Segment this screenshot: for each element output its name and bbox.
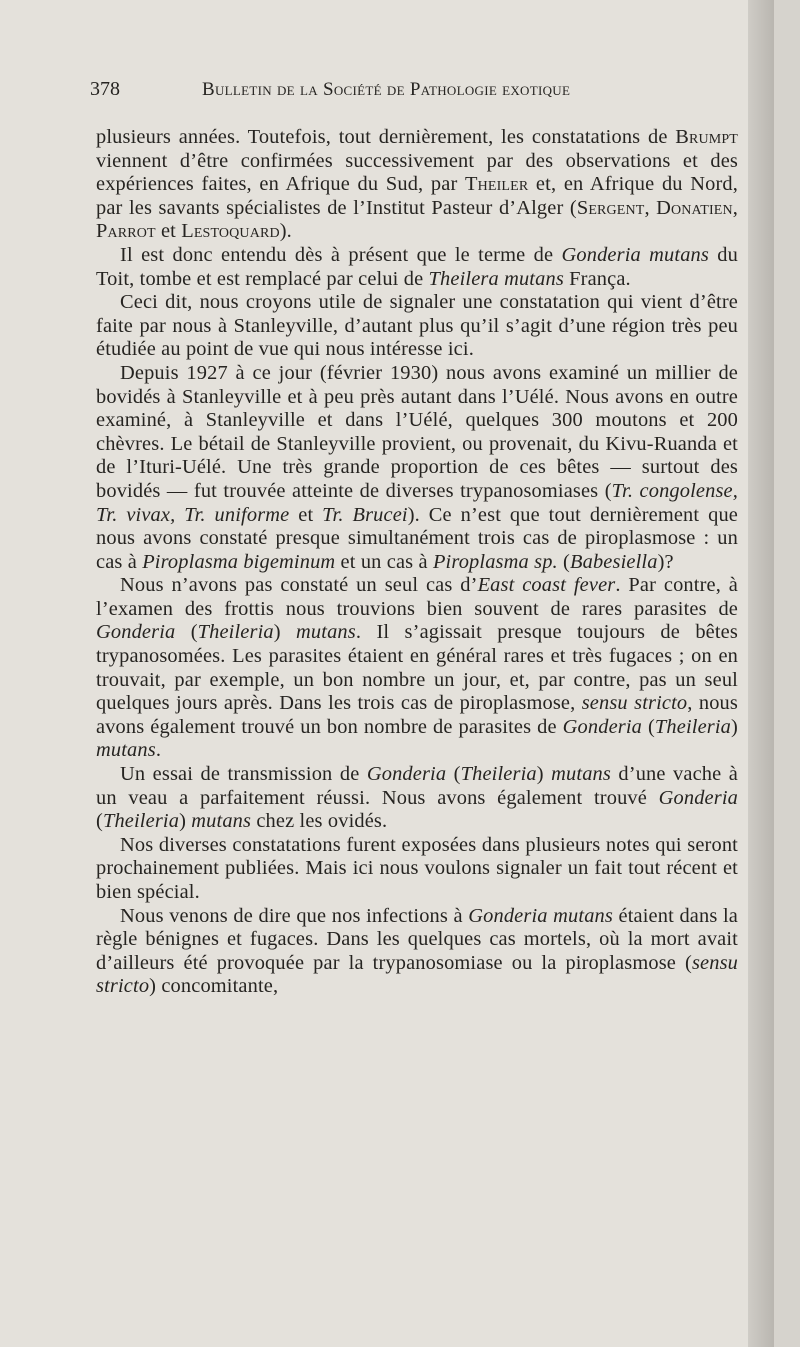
page-edge <box>748 0 774 1347</box>
paragraph <box>96 126 738 244</box>
italic-run: Theileria <box>460 763 537 786</box>
text-run: ) <box>536 763 552 786</box>
text-run: et <box>155 220 182 243</box>
paragraph <box>96 291 738 362</box>
paragraph <box>96 574 738 763</box>
text-run: Nos diverses constatations furent exposées dans plusieurs notes qui seront prochainement publiées. Mais ici nous voulons signaler un fait tout récent et bien spécial. <box>96 833 738 903</box>
text-run: viennent d’être confirmées successivement par des observations et des expériences faites, en Afrique du Sud, par <box>96 149 738 196</box>
paragraph <box>96 244 738 291</box>
page-number: 378 <box>90 78 120 100</box>
text-run: , nous avons également trouvé un bon nombre de parasites de <box>96 692 738 738</box>
text-run: et <box>289 503 323 526</box>
author-name: Brumpt <box>675 126 738 148</box>
text-run: et un cas à <box>335 550 433 573</box>
text-run: Nous n’avons pas constaté un seul cas d’ <box>120 574 478 597</box>
text-run: ( <box>175 621 198 644</box>
text-run: . Par contre, à l’examen des frottis nous trouvions bien souvent de rares parasites de <box>96 574 738 620</box>
italic-run: Gonderia <box>366 763 447 786</box>
italic-run: Tr. congolense, Tr. vivax, Tr. uniforme <box>96 479 738 526</box>
text-run: . Il s’agissait presque toujours de bêtes trypanosomées. Les parasites étaient en général rares et très fugaces ; on en trouvait, par exemple, un bon nombre un jour, et, par contre, pas un seul quelques jours après. Dans les trois cas de piroplasmose, <box>96 621 738 715</box>
page-header <box>90 78 710 106</box>
italic-run: Gonderia mutans <box>468 904 613 927</box>
text-run: ( <box>642 715 655 738</box>
italic-run: mutans <box>551 763 611 786</box>
author-name: Sergent, Donatien, Parrot <box>96 196 738 243</box>
running-head: Bulletin de la Société de Pathologie exotique <box>202 79 571 100</box>
text-run: ( <box>96 810 103 833</box>
text-run: ). <box>279 220 292 243</box>
text-run: ) <box>731 715 738 738</box>
italic-run: mutans <box>296 621 356 644</box>
text-run: Un essai de transmission de <box>120 763 367 786</box>
italic-run: Theileria <box>102 810 180 833</box>
text-run: Nous venons de dire que nos infections à <box>120 904 469 927</box>
text-run: . <box>155 739 162 762</box>
text-run: d’une vache à un veau a parfaitement réussi. Nous avons également trouvé <box>96 763 738 809</box>
italic-run: Gonderia <box>562 715 643 738</box>
italic-run: Theileria <box>654 715 732 738</box>
paragraph <box>96 905 738 999</box>
italic-run: mutans <box>96 739 156 762</box>
italic-run: Babesiella <box>570 550 658 573</box>
text-run: ) <box>179 810 192 833</box>
italic-run: sensu stricto <box>96 951 738 998</box>
author-name: Theiler <box>465 173 529 196</box>
text-run: et, en Afrique du Nord, par les savants spécialistes de l’Institut Pasteur d’Alger ( <box>96 173 739 219</box>
body-text <box>96 126 738 999</box>
text-run: Depuis 1927 à ce jour (février 1930) nous avons examiné un millier de bovidés à Stanleyville et à peu près autant dans l’Uélé. Nous avons en outre examiné, à Stanleyville et dans l’Uélé, quelques 300 moutons et 200 chèvres. Le bétail de Stanleyville provient, ou provenait, du Kivu-Ruanda et de l’Ituri-Uélé. Une très grande proportion de ces bêtes — surtout des bovidés — fut trouvée atteinte de diverses trypanosomiases ( <box>96 361 738 502</box>
text-run: França. <box>563 267 631 290</box>
italic-run: Gonderia mutans <box>561 243 709 266</box>
text-run: ) concomitante, <box>149 975 279 998</box>
italic-run: Theileria <box>197 621 274 644</box>
text-run: Ceci dit, nous croyons utile de signaler une constatation qui vient d’être faite par nous à Stanleyville, d’autant plus qu’il s’agit d’une région très peu étudiée au point de vue qui nous intéresse ici. <box>96 291 738 361</box>
italic-run: East coast fever <box>477 574 616 597</box>
paragraph <box>96 763 738 834</box>
text-run: ). Ce n’est que tout dernièrement que nous avons constaté presque simultanément trois cas de piroplasmose : un cas à <box>96 503 738 573</box>
text-run: Il est donc entendu dès à présent que le terme de <box>120 243 562 266</box>
paragraph <box>96 834 738 905</box>
text-run: ( <box>446 763 461 786</box>
italic-run: Piroplasma sp. <box>432 550 558 573</box>
paragraph <box>96 362 738 574</box>
italic-run: Gonderia <box>658 786 738 809</box>
italic-run: Piroplasma bigeminum <box>142 550 336 573</box>
text-run: )? <box>657 550 674 573</box>
italic-run: mutans <box>191 810 252 833</box>
text-run: plusieurs années. Toutefois, tout dernièrement, les constatations de <box>96 126 676 148</box>
text-run: étaient dans la règle bénignes et fugaces. Dans les quelques cas mortels, où la mort avait d’ailleurs été provoquée par la trypanosomiase ou la piroplasmose ( <box>96 904 738 974</box>
italic-run: sensu stricto <box>581 692 688 715</box>
italic-run: Tr. Brucei <box>322 503 408 526</box>
italic-run: Gonderia <box>96 621 176 644</box>
text-run: ) <box>273 621 297 644</box>
text-run: ( <box>557 550 570 573</box>
text-run: du Toit, tombe et est remplacé par celui de <box>96 243 738 290</box>
text-run: chez les ovidés. <box>251 810 388 833</box>
author-name: Lestoquard <box>181 220 280 243</box>
italic-run: Theilera mutans <box>428 267 564 290</box>
